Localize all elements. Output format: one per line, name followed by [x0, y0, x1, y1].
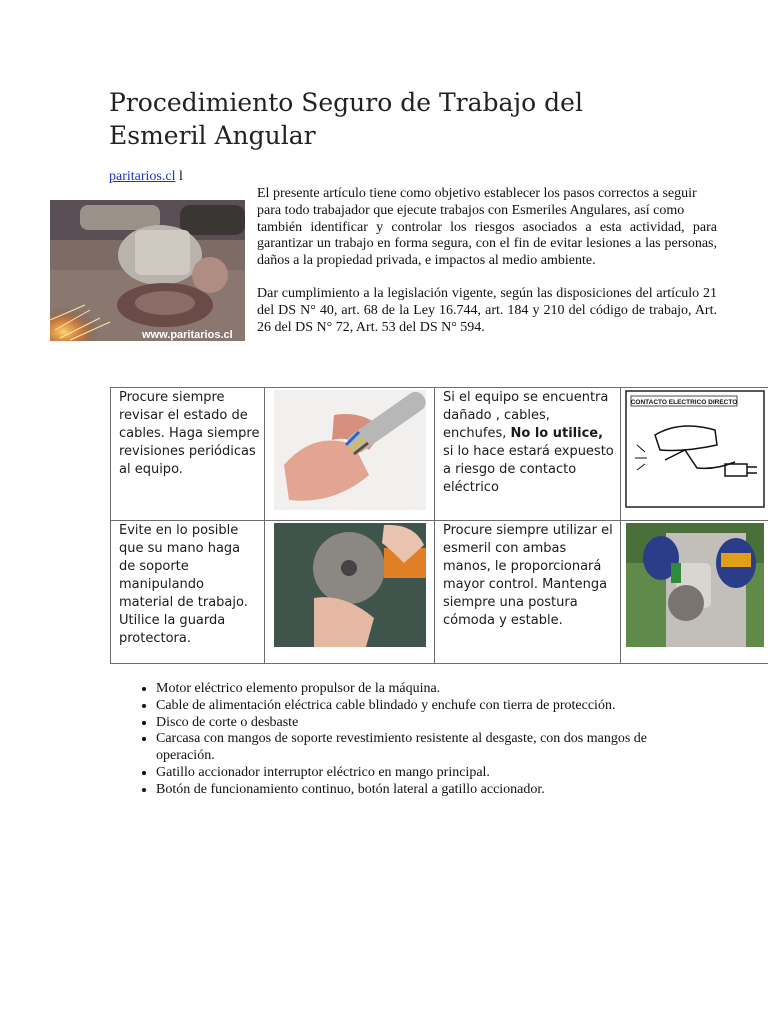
- electric-contact-pictogram: [621, 388, 768, 520]
- table-cell: [111, 388, 265, 521]
- intro-text: [257, 186, 717, 336]
- intro-paragraph-1: El presente artículo tiene como objetivo establecer los pasos correctos a seguir para todo trabajador que ejecute trabajos con Esmeriles Angulares, así como: [257, 186, 697, 218]
- table-cell: [621, 388, 768, 521]
- list-item: • Gatillo accionador interruptor eléctrico en mango principal.: [156, 765, 686, 782]
- worker-grinder-photo: [621, 521, 768, 663]
- list-item: • Cable de alimentación eléctrica cable blindado y enchufe con tierra de protección.: [156, 698, 686, 715]
- pictogram-caption: CONTACTO ELECTRICO DIRECTO: [630, 399, 737, 406]
- source-line: [109, 169, 183, 185]
- tip-use-guard: Evite en lo posible que su mano haga de soporte manipulando material de trabajo. Utilice la guarda protectora.: [119, 523, 248, 646]
- page-title: Procedimiento Seguro de Trabajo del Esmeril Angular: [109, 88, 583, 150]
- table-cell: [265, 388, 435, 521]
- intro-paragraph-3: Dar cumplimiento a la legislación vigente, según las disposiciones del artículo 21 del DS N° 40, art. 68 de la Ley 16.744, art. 184 y 210 del código de trabajo, Art. 26 del DS N° 72, Art. 53 del DS N° 594.: [257, 285, 717, 335]
- source-link[interactable]: paritarios.cl: [109, 169, 176, 184]
- photo-watermark: www.paritarios.cl: [142, 329, 233, 341]
- grinder-components-list: [110, 681, 686, 799]
- table-cell: [621, 521, 768, 664]
- table-cell: [265, 521, 435, 664]
- intro-paragraph-2: también identificar y controlar los riesgos asociados a esta actividad, para garantizar un trabajo en forma segura, con el fin de evitar lesiones a las personas, daños a la propiedad privada, e impactos al medio ambiente.: [257, 219, 717, 269]
- table-cell: [435, 521, 621, 664]
- cable-damage-photo: [265, 388, 434, 520]
- list-item: • Carcasa con mangos de soporte revestimiento resistente al desgaste, con dos mangos de operación.: [156, 731, 686, 765]
- tip-damaged-equipment: Si el equipo se encuentra dañado , cables, enchufes, No lo utilice, si lo hace estará expuesto a riesgo de contacto eléctrico: [443, 390, 614, 495]
- list-item: • Motor eléctrico elemento propulsor de la máquina.: [156, 681, 686, 698]
- list-item: • Disco de corte o desbaste: [156, 715, 686, 732]
- disc-handling-photo: [265, 521, 434, 663]
- tip-check-cables: Procure siempre revisar el estado de cables. Haga siempre revisiones periódicas al equipo.: [119, 390, 260, 477]
- tip-both-hands: Procure siempre utilizar el esmeril con ambas manos, le proporcionará mayor control. Mantenga siempre una postura cómoda y estable.: [443, 523, 613, 628]
- source-separator: l: [175, 169, 183, 184]
- list-item: • Botón de funcionamiento continuo, botón lateral a gatillo accionador.: [156, 782, 686, 799]
- table-cell: [435, 388, 621, 521]
- safety-table: [110, 387, 768, 664]
- table-cell: [111, 521, 265, 664]
- angle-grinder-photo: [50, 200, 245, 341]
